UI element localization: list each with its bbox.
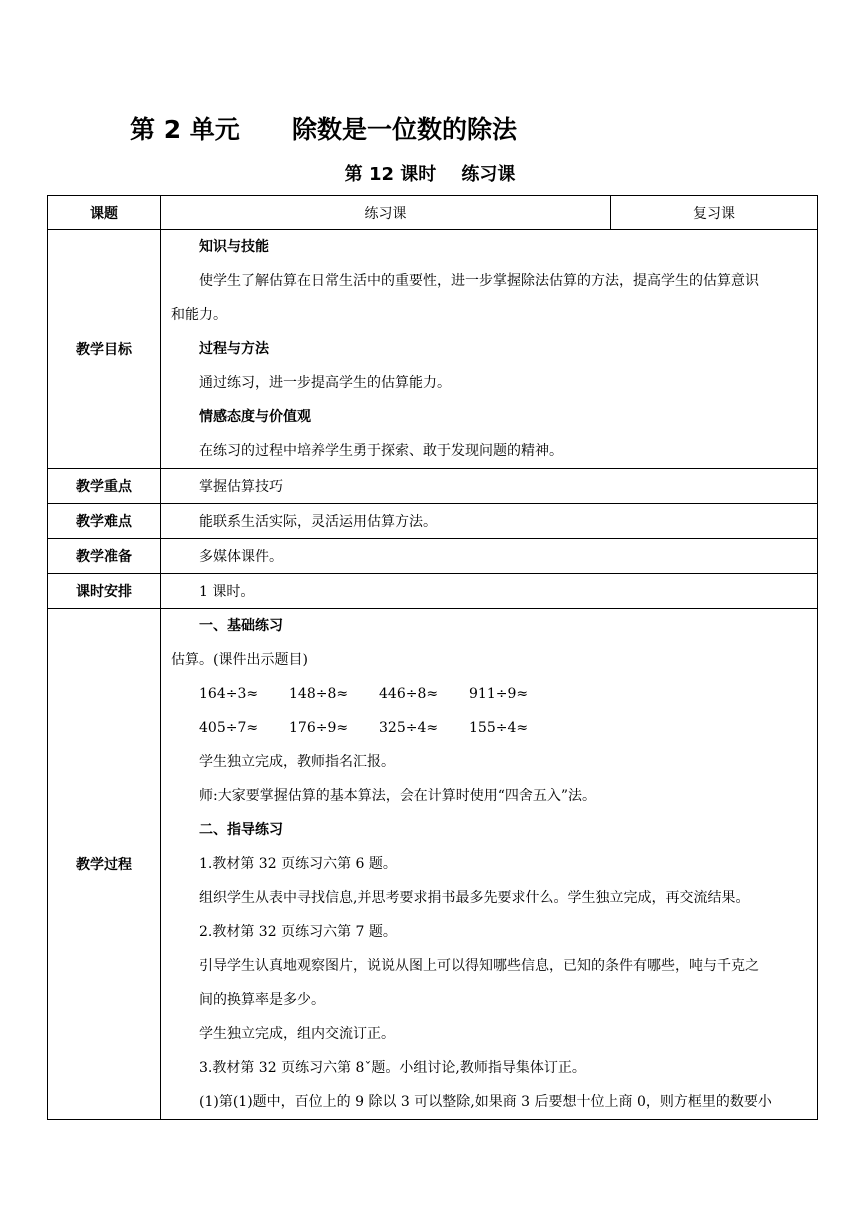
objectives-row — [48, 230, 818, 469]
schedule-label: 课时安排 — [48, 574, 161, 609]
lesson-type: 复习课 — [611, 196, 818, 230]
estimate-row-2 — [171, 711, 807, 745]
knowledge-heading: 知识与技能 — [199, 239, 269, 255]
estimate-item: 405÷7≈ — [199, 720, 259, 736]
knowledge-text-line1: 使学生了解估算在日常生活中的重要性，进一步掌握除法估算的方法，提高学生的估算意识 — [199, 273, 759, 289]
item1-desc: 组织学生从表中寻找信息,并思考要求捐书最多先要求什么。学生独立完成，再交流结果。 — [199, 890, 750, 906]
objectives-content — [161, 230, 818, 469]
process-text: 通过练习，进一步提高学生的估算能力。 — [199, 375, 451, 391]
item2: 2.教材第 32 页练习六第 7 题。 — [199, 924, 397, 940]
process-content — [161, 609, 818, 1120]
unit-title: 第 2 单元 除数是一位数的除法 — [130, 115, 518, 144]
estimate-item: 148÷8≈ — [289, 686, 349, 702]
preparation-text: 多媒体课件。 — [161, 539, 818, 574]
section2-heading: 二、指导练习 — [199, 822, 283, 838]
estimate-item: 176÷9≈ — [289, 720, 349, 736]
process-heading: 过程与方法 — [199, 341, 269, 357]
objectives-label: 教学目标 — [48, 230, 161, 469]
estimate-item: 446÷8≈ — [379, 686, 439, 702]
item2-desc-line2: 间的换算率是多少。 — [199, 992, 325, 1008]
key-point-label: 教学重点 — [48, 469, 161, 504]
estimate-intro: 估算。(课件出示题目) — [171, 652, 308, 668]
lesson-plan-table — [47, 195, 818, 1120]
schedule-text: 1 课时。 — [161, 574, 818, 609]
estimate-item: 164÷3≈ — [199, 686, 259, 702]
difficulty-label: 教学难点 — [48, 504, 161, 539]
key-point-text: 掌握估算技巧 — [161, 469, 818, 504]
knowledge-text-line2: 和能力。 — [171, 307, 227, 323]
estimate-item: 155÷4≈ — [469, 720, 529, 736]
emotion-heading: 情感态度与价值观 — [199, 409, 311, 425]
emotion-text: 在练习的过程中培养学生勇于探索、敢于发现问题的精神。 — [199, 443, 563, 459]
schedule-row — [48, 574, 818, 609]
section1-line1: 学生独立完成，教师指名汇报。 — [199, 754, 395, 770]
lesson-title: 第 12 课时 练习课 — [344, 164, 516, 185]
topic-row — [48, 196, 818, 230]
estimate-item: 325÷4≈ — [379, 720, 439, 736]
preparation-row — [48, 539, 818, 574]
estimate-row-1 — [171, 677, 807, 711]
item2-desc-line3: 学生独立完成，组内交流订正。 — [199, 1026, 395, 1042]
topic-label: 课题 — [48, 196, 161, 230]
preparation-label: 教学准备 — [48, 539, 161, 574]
section1-heading: 一、基础练习 — [199, 618, 283, 634]
topic-title: 练习课 — [161, 196, 611, 230]
item3-desc: (1)第(1)题中，百位上的 9 除以 3 可以整除,如果商 3 后要想十位上商 0，则方框里的数要小 — [199, 1094, 772, 1110]
difficulty-text: 能联系生活实际，灵活运用估算方法。 — [161, 504, 818, 539]
process-row — [48, 609, 818, 1120]
item3: 3.教材第 32 页练习六第 8ˇ题。小组讨论,教师指导集体订正。 — [199, 1060, 586, 1076]
key-point-row — [48, 469, 818, 504]
estimate-item: 911÷9≈ — [469, 686, 529, 702]
section1-line2: 师:大家要掌握估算的基本算法，会在计算时使用“四舍五入”法。 — [199, 788, 597, 804]
item1: 1.教材第 32 页练习六第 6 题。 — [199, 856, 397, 872]
item2-desc-line1: 引导学生认真地观察图片，说说从图上可以得知哪些信息，已知的条件有哪些，吨与千克之 — [199, 958, 759, 974]
difficulty-row — [48, 504, 818, 539]
process-label: 教学过程 — [48, 609, 161, 1120]
